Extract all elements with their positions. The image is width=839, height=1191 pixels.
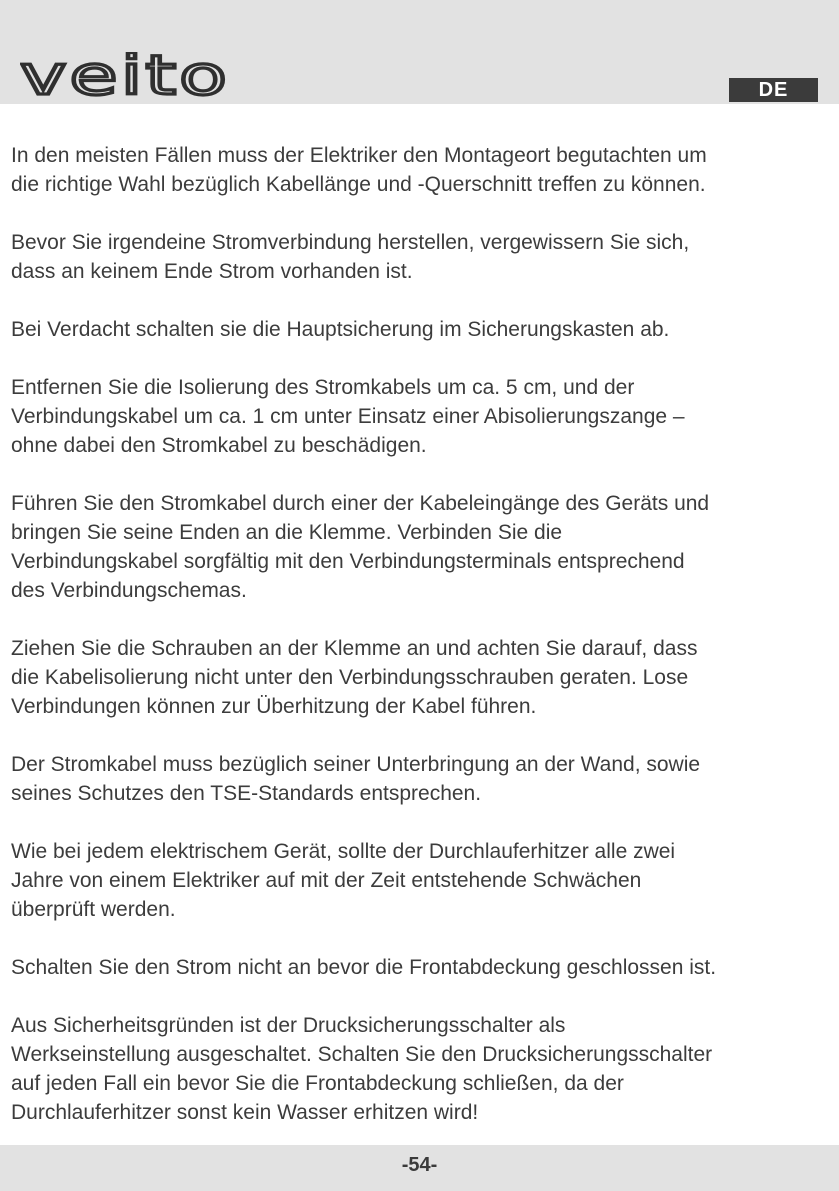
text-line: Bei Verdacht schalten sie die Hauptsicherung im Sicherungskasten ab. <box>11 318 670 341</box>
paragraph <box>11 750 829 808</box>
text-line: des Verbindungschemas. <box>11 579 247 602</box>
logo-wordmark: veito <box>20 52 230 102</box>
page-header <box>0 0 839 104</box>
text-line: ohne dabei den Stromkabel zu beschädigen. <box>11 434 427 457</box>
text-line: Wie bei jedem elektrischem Gerät, sollte der Durchlauferhitzer alle zwei <box>11 840 676 863</box>
text-line: Durchlauferhitzer sonst kein Wasser erhitzen wird! <box>11 1101 479 1124</box>
language-badge: DE <box>729 78 818 102</box>
text-line: Aus Sicherheitsgründen ist der Drucksicherungsschalter als <box>11 1014 566 1037</box>
text-line: Verbindungskabel sorgfältig mit den Verbindungsterminals entsprechend <box>11 550 685 573</box>
text-line: Schalten Sie den Strom nicht an bevor die Frontabdeckung geschlossen ist. <box>11 956 717 979</box>
paragraph <box>11 489 829 605</box>
text-line: die Kabelisolierung nicht unter den Verbindungsschrauben geraten. Lose <box>11 666 689 689</box>
text-line: überprüft werden. <box>11 898 176 921</box>
page-number: -54- <box>401 1154 438 1176</box>
text-line: Entfernen Sie die Isolierung des Stromkabels um ca. 5 cm, und der <box>11 376 635 399</box>
text-line: Führen Sie den Stromkabel durch einer der Kabeleingänge des Geräts und <box>11 492 710 515</box>
paragraph <box>11 837 829 924</box>
text-line: auf jeden Fall ein bevor Sie die Frontabdeckung schließen, da der <box>11 1072 624 1095</box>
paragraph <box>11 1011 829 1127</box>
text-line: dass an keinem Ende Strom vorhanden ist. <box>11 260 413 283</box>
text-line: Ziehen Sie die Schrauben an der Klemme an und achten Sie darauf, dass <box>11 637 698 660</box>
text-line: die richtige Wahl bezüglich Kabellänge und -Querschnitt treffen zu können. <box>11 173 706 196</box>
text-line: Der Stromkabel muss bezüglich seiner Unterbringung an der Wand, sowie <box>11 753 701 776</box>
paragraph <box>11 315 829 344</box>
paragraph <box>11 953 829 982</box>
text-line: Verbindungskabel um ca. 1 cm unter Einsatz einer Abisolierungszange – <box>11 405 685 428</box>
text-line: bringen Sie seine Enden an die Klemme. Verbinden Sie die <box>11 521 563 544</box>
text-line: Jahre von einem Elektriker auf mit der Zeit entstehende Schwächen <box>11 869 642 892</box>
text-line: Verbindungen können zur Überhitzung der Kabel führen. <box>11 695 537 718</box>
paragraph <box>11 634 829 721</box>
text-line: In den meisten Fällen muss der Elektriker den Montageort begutachten um <box>11 144 707 167</box>
text-line: Werkseinstellung ausgeschaltet. Schalten Sie den Drucksicherungsschalter <box>11 1043 713 1066</box>
veito-logo <box>20 52 234 102</box>
paragraph <box>11 141 829 199</box>
paragraph <box>11 228 829 286</box>
text-line: seines Schutzes den TSE-Standards entsprechen. <box>11 782 482 805</box>
text-line: Bevor Sie irgendeine Stromverbindung herstellen, vergewissern Sie sich, <box>11 231 690 254</box>
paragraph <box>11 373 829 460</box>
instruction-text <box>11 141 829 1156</box>
